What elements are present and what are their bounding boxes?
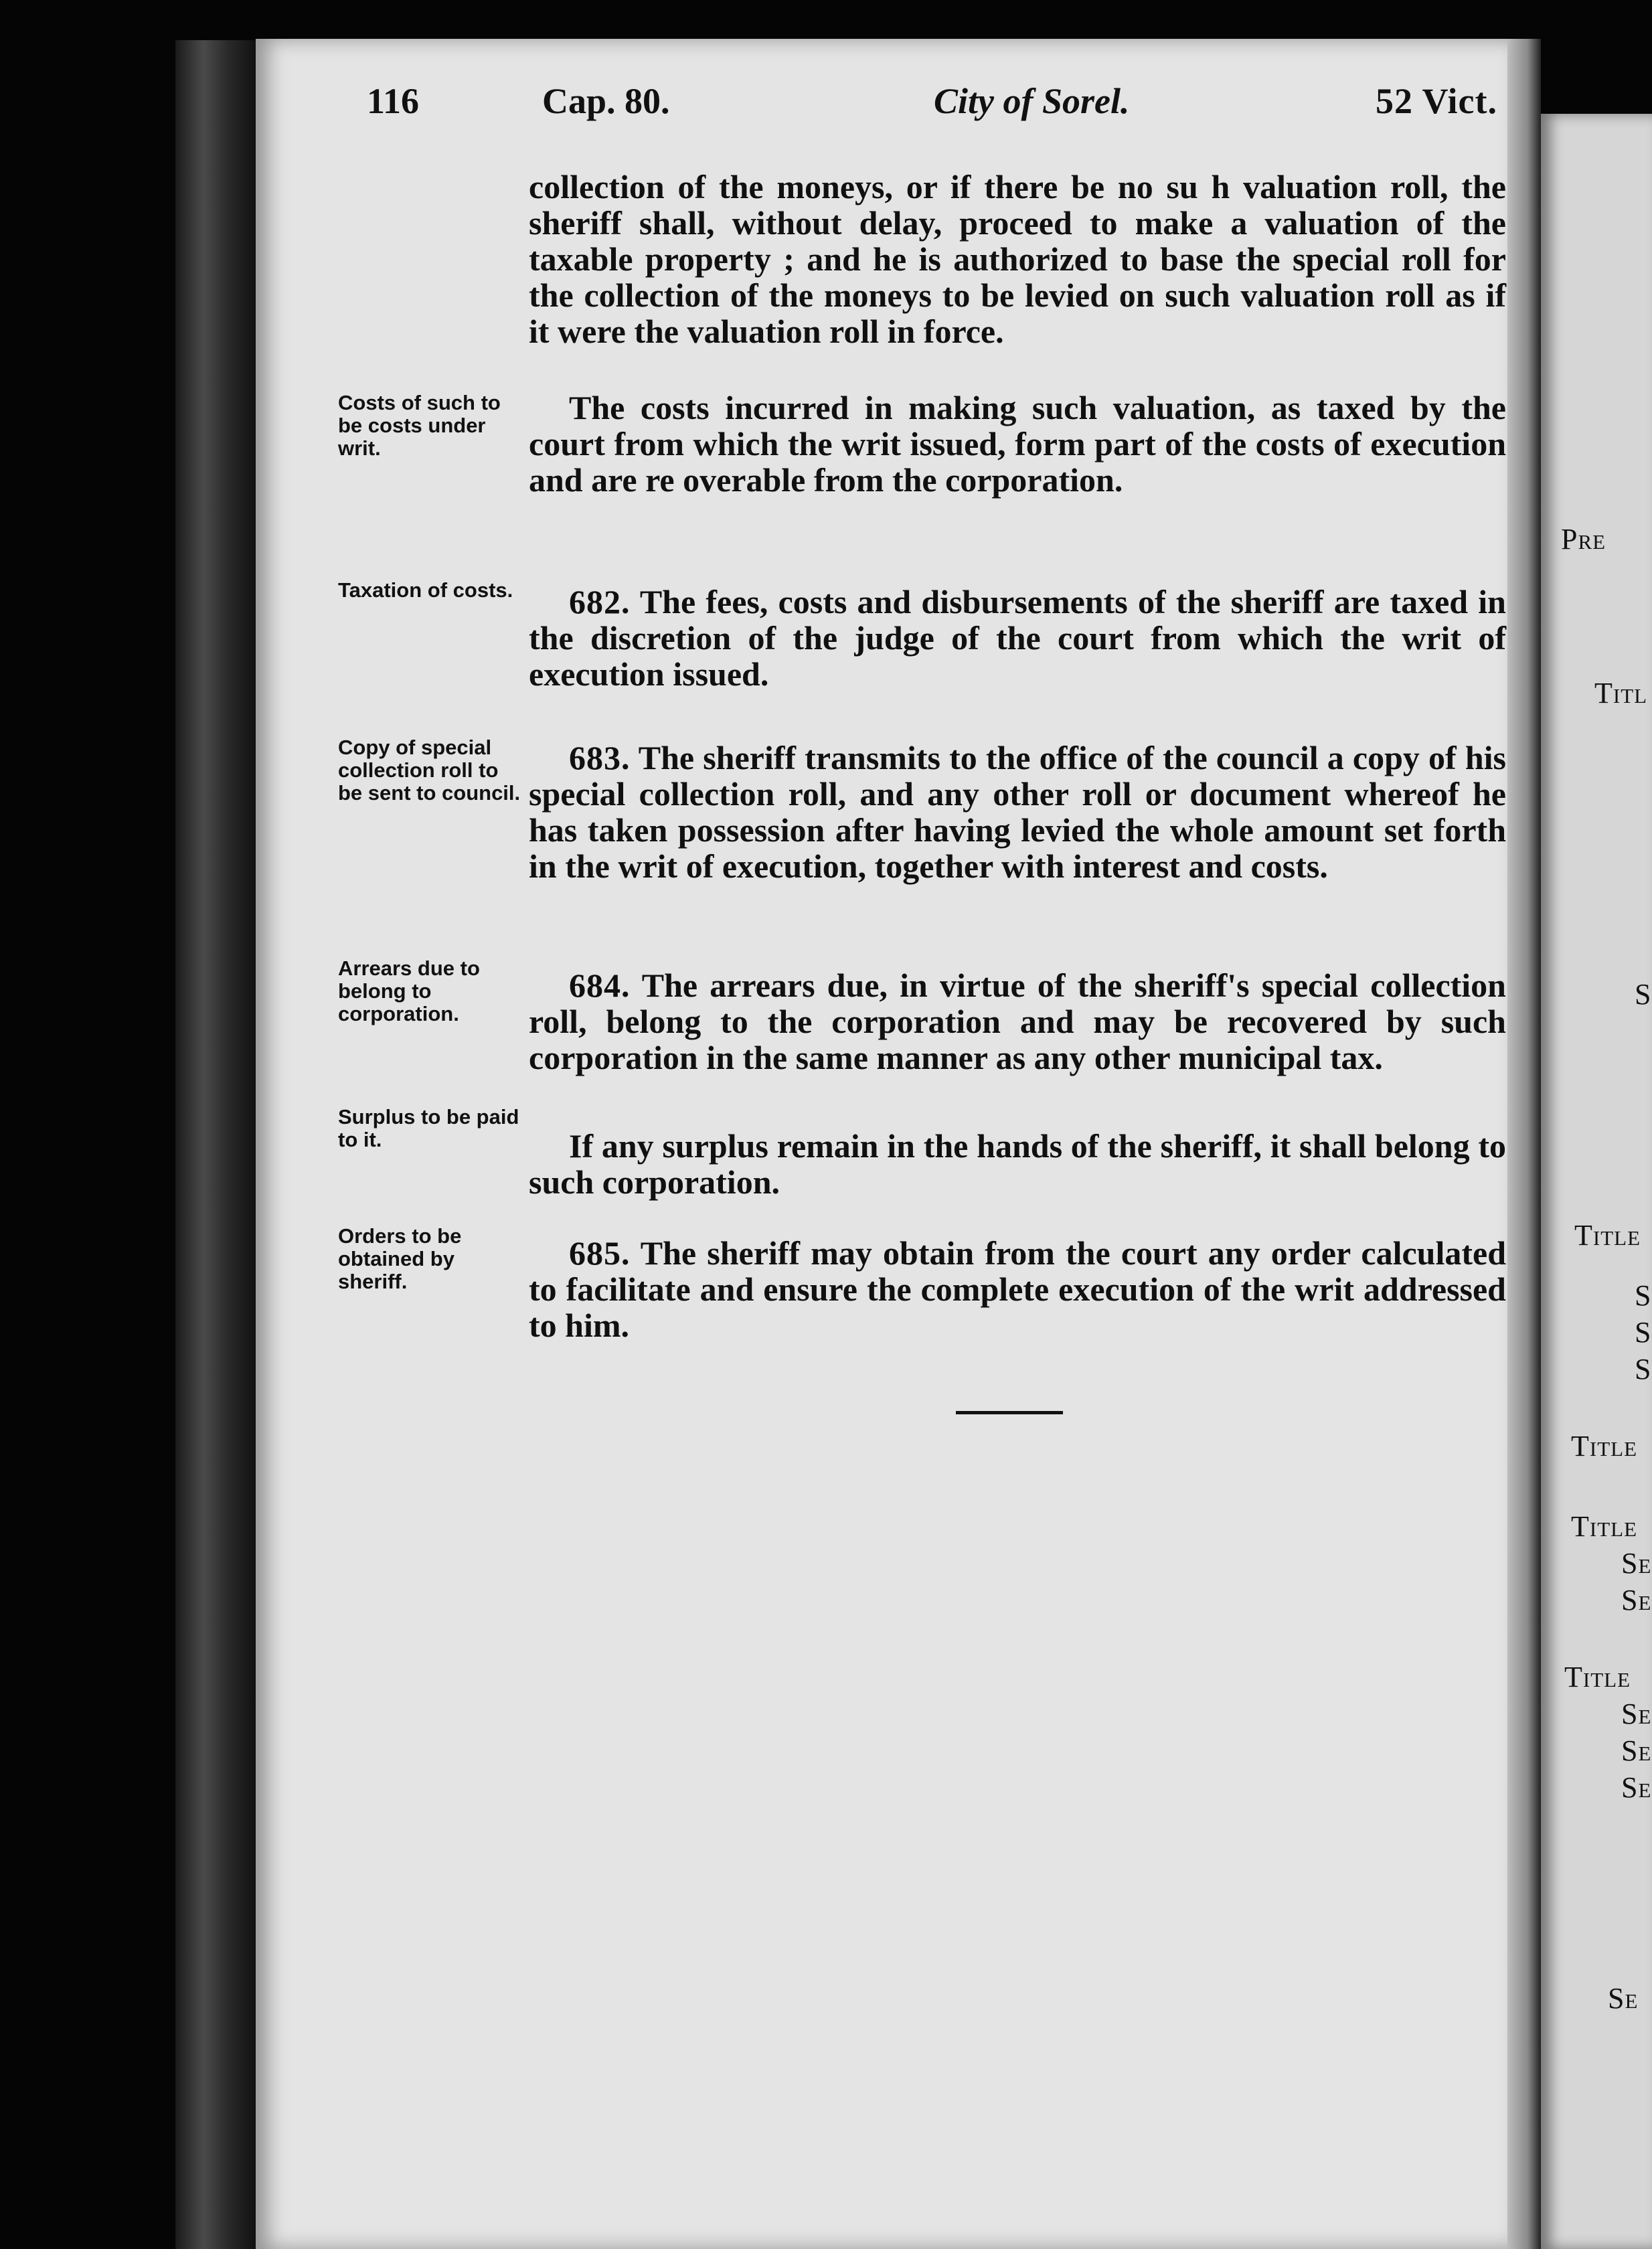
section-number: 682. — [569, 583, 631, 620]
margin-note-roll-to-council: Copy of special collection roll to be sent to council. — [338, 736, 521, 805]
next-page-line: Title — [1564, 1661, 1631, 1693]
margin-note-orders: Orders to be obtained by sheriff. — [338, 1224, 462, 1293]
paragraph-continued: collection of the moneys, or if there be no su h valuation roll, the sheriff shall, without delay, proceed to make a valuation of the taxable property ; and he is authorized to base the special roll for the collection of the moneys to be levied on such valuation roll as if it were the valuation roll in force. — [529, 168, 1506, 350]
section-number: 683. — [569, 739, 631, 776]
end-rule — [956, 1411, 1063, 1414]
section-684: 684. The arrears due, in virtue of the sheriff's special collection roll, belong to the corporation and may be recovered by such corporation in the same manner as any other municipal tax. — [529, 967, 1506, 1076]
next-page-line: Se — [1608, 1982, 1639, 2015]
next-page-line: Pre — [1561, 523, 1606, 556]
paragraph-valuation-costs: The costs incurred in making such valuation, as taxed by the court from which the writ issued, form part of the costs of execution and are re overable from the corporation. — [529, 389, 1506, 499]
next-page-line: Se — [1621, 1771, 1652, 1804]
next-page-line: S — [1635, 1279, 1652, 1312]
chapter-number: Cap. 80. — [542, 81, 670, 121]
next-page-line: S — [1635, 978, 1652, 1011]
margin-note-arrears-due: Arrears due to belong to corporation. — [338, 956, 480, 1025]
next-page-line: Title — [1571, 1430, 1638, 1463]
running-title: City of Sorel. — [934, 81, 1130, 121]
next-page-line: Se — [1621, 1734, 1652, 1767]
next-page-line: Title — [1571, 1510, 1638, 1543]
next-page-line: S — [1635, 1353, 1652, 1386]
margin-note-taxation-of-costs: Taxation of costs. — [338, 578, 513, 602]
page-gutter — [1507, 39, 1541, 2249]
next-page-line: Se — [1621, 1547, 1652, 1580]
section-682: 682. The fees, costs and disbursements of the sheriff are taxed in the discretion of the judge of the court from which the writ of execution issued. — [529, 583, 1506, 693]
section-683: 683. The sheriff transmits to the office of the council a copy of his special collection roll, and any other roll or document whereof he has taken possession after having levied the whole amount set forth in the writ of execution, together with interest and costs. — [529, 739, 1506, 885]
next-page-line: Titl — [1594, 677, 1648, 710]
page-number: 116 — [367, 81, 420, 121]
section-number: 685. — [569, 1234, 631, 1272]
section-685: 685. The sheriff may obtain from the court any order calculated to facilitate and ensure the complete execution of the writ addressed to him. — [529, 1234, 1506, 1344]
regnal-year: 52 Vict. — [1376, 81, 1497, 121]
next-page-line: Se — [1621, 1697, 1652, 1730]
next-page-line: S — [1635, 1316, 1652, 1349]
next-page — [1541, 114, 1652, 2249]
margin-note-costs-under-writ: Costs of such to be costs under writ. — [338, 391, 501, 460]
margin-note-surplus: Surplus to be paid to it. — [338, 1105, 519, 1151]
paragraph-surplus: If any surplus remain in the hands of the sheriff, it shall belong to such corporation. — [529, 1127, 1506, 1201]
section-number: 684. — [569, 967, 631, 1004]
next-page-line: Se — [1621, 1584, 1652, 1616]
book-spine — [175, 40, 256, 2249]
next-page-line: Title — [1574, 1219, 1641, 1252]
